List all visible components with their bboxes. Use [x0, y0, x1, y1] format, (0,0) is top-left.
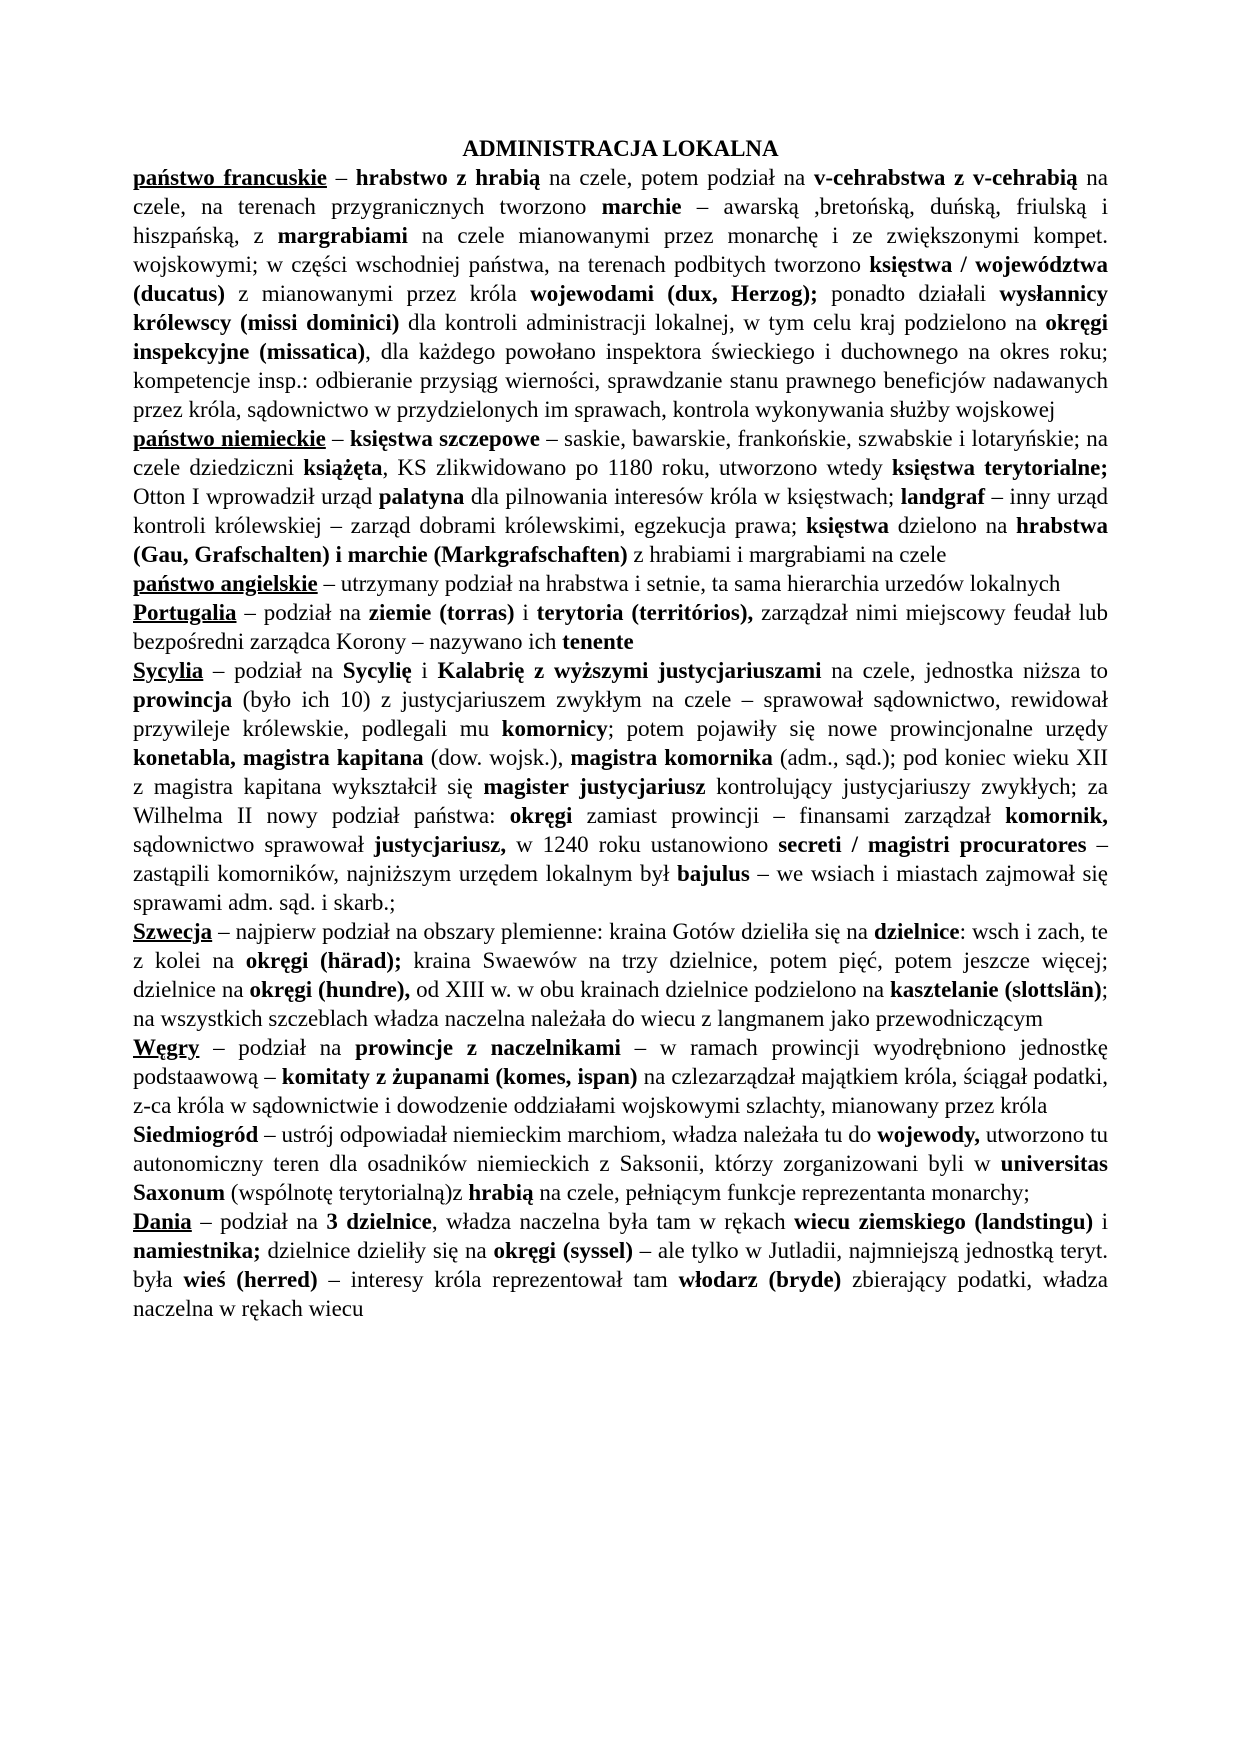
bold-term: magister justycjariusz [483, 774, 706, 799]
document-title: ADMINISTRACJA LOKALNA [462, 136, 779, 161]
text-run: – podział na [236, 600, 369, 625]
bold-term: hrabstwo z hrabią [355, 165, 541, 190]
text-run: – awarską ,bretońską, duńską, friulską i hiszpańską, z [133, 194, 1108, 248]
text-run: dzielono na [889, 513, 1016, 538]
bold-term: wieś (herred) [183, 1267, 318, 1292]
text-run: – ale tylko w Jutladii, najmniejszą jednostką teryt. była [133, 1238, 1108, 1292]
text-run: – ustrój odpowiadał niemieckim marchiom, władza należała tu do [258, 1122, 878, 1147]
bold-term: prowincja [133, 687, 233, 712]
text-run: od XIII w. w obu krainach dzielnice podzielono na [410, 977, 890, 1002]
text-run: kraina Swaewów na trzy dzielnice, potem pięć, potem jeszcze więcej; dzielnice na [133, 948, 1108, 1002]
text-run: – saskie, bawarskie, frankońskie, szwabskie i lotaryńskie; na czele dziedziczni [133, 426, 1109, 480]
text-run: na czele, pełniącym funkcje reprezentanta monarchy; [533, 1180, 1030, 1205]
text-run: ponadto działali [817, 281, 1000, 306]
bold-term: książęta [303, 455, 383, 480]
bold-term: wojewody, [877, 1122, 980, 1147]
text-run: – utrzymany podział na hrabstwa i setnie, ta sama hierarchia urzedów lokalnych [317, 571, 1061, 596]
bold-term: ziemie (torras) [368, 600, 515, 625]
section-heading: Sycylia [133, 658, 204, 683]
section-heading: państwo francuskie [133, 165, 327, 190]
bold-term: prowincje z naczelnikami [355, 1035, 621, 1060]
text-run: Otton I wprowadził urząd [133, 484, 379, 509]
document-content [133, 134, 1108, 1323]
document-paragraphs [133, 163, 1108, 1323]
bold-term: namiestnika; [133, 1238, 261, 1263]
text-run: utworzono tu autonomiczny teren dla osadników niemieckich z Saksonii, którzy zorganizowani byli w [133, 1122, 1108, 1176]
text-run: i [514, 600, 537, 625]
bold-term: universitas Saxonum [133, 1151, 1108, 1205]
bold-term: księstwa szczepowe [349, 426, 541, 451]
bold-term: landgraf [900, 484, 986, 509]
text-run: z hrabiami i margrabiami na czele [627, 542, 947, 567]
section-heading: Dania [133, 1209, 192, 1234]
bold-term: konetabla, magistra kapitana [133, 745, 424, 770]
text-run: – w ramach prowincji wyodrębniono jednostkę podstaawową – [133, 1035, 1109, 1089]
bold-term: wysłannicy królewscy (missi dominici) [133, 281, 1108, 335]
paragraph [133, 163, 1108, 424]
text-run: zamiast prowincji – finansami zarządzał [572, 803, 1006, 828]
text-run: sądownictwo sprawował [133, 832, 374, 857]
bold-term: dzielnice [873, 919, 960, 944]
text-run: – interesy króla reprezentował tam [317, 1267, 679, 1292]
text-run: dla pilnowania interesów króla w księstwach; [464, 484, 901, 509]
bold-term: okręgi (härad); [245, 948, 402, 973]
text-run: zarządzał nimi miejscowy feudał lub bezpośredni zarządca Korony – nazywano ich [133, 600, 1109, 654]
text-run: na czele, na terenach przygranicznych tworzono [133, 165, 1109, 219]
bold-term: palatyna [378, 484, 465, 509]
bold-term: księstwa / województwa (ducatus) [133, 252, 1108, 306]
paragraph [133, 598, 1108, 656]
text-run: (było ich 10) z justycjariuszem zwykłym na czele – sprawował sądownictwo, rewidował przywileje królewskie, podlegali mu [133, 687, 1108, 741]
text-run: kontrolujący justycjariuszy zwykłych; za Wilhelma II nowy podział państwa: [133, 774, 1109, 828]
text-run: (dow. wojsk.), [423, 745, 571, 770]
bold-term: Sycylię [342, 658, 412, 683]
bold-term: terytoria (territórios), [536, 600, 754, 625]
bold-term: okręgi (syssel) [493, 1238, 633, 1263]
bold-term: komornik, [1005, 803, 1108, 828]
bold-term: hrabstwa (Gau, Grafschalten) i marchie (Markgrafschaften) [133, 513, 1108, 567]
text-run: – we wsiach i miastach zajmował się sprawami adm. sąd. i skarb.; [133, 861, 1109, 915]
section-heading: państwo angielskie [133, 571, 318, 596]
text-run: – podział na [203, 658, 343, 683]
text-run: w 1240 roku ustanowiono [506, 832, 779, 857]
text-run: na czele, potem podział na [540, 165, 814, 190]
bold-term: księstwa terytorialne; [891, 455, 1108, 480]
text-run: zbierający podatki, władza naczelna w rękach wiecu [133, 1267, 1108, 1321]
text-run: , władza naczelna była tam w rękach [431, 1209, 794, 1234]
bold-term: secreti / magistri procuratores [778, 832, 1087, 857]
section-heading: Portugalia [133, 600, 237, 625]
text-run: , dla każdego powołano inspektora świeckiego i duchownego na okres roku; kompetencje insp.: odbieranie przysiąg wierności, sprawdzanie stanu prawnego beneficjów nadawanych przez króla, sądownictwo w przydzielonych im sprawach, kontrola wykonywania służby wojskowej [133, 339, 1109, 422]
bold-term: okręgi inspekcyjne (missatica) [133, 310, 1108, 364]
bold-term: Siedmiogród [133, 1122, 259, 1147]
bold-term: bajulus [676, 861, 750, 886]
paragraph [133, 1033, 1108, 1120]
bold-term: księstwa [805, 513, 890, 538]
bold-term: kasztelanie (slottslän) [889, 977, 1102, 1002]
text-run: – [325, 426, 350, 451]
bold-term: margrabiami [277, 223, 408, 248]
text-run: , KS zlikwidowano po 1180 roku, utworzono wtedy [382, 455, 892, 480]
text-run: (wspólnotę terytorialną)z [225, 1180, 469, 1205]
bold-term: okręgi (hundre), [249, 977, 411, 1002]
bold-term: okręgi [509, 803, 573, 828]
text-run: (adm., sąd.); pod koniec wieku XII z magistra kapitana wykształcił się [133, 745, 1108, 799]
bold-term: magistra komornika [570, 745, 773, 770]
text-run: – inny urząd kontroli królewskiej – zarząd dobrami królewskimi, egzekucja prawa; [133, 484, 1109, 538]
bold-term: marchie [601, 194, 682, 219]
text-run: dzielnice dzieliły się na [260, 1238, 494, 1263]
bold-term: komornicy [501, 716, 608, 741]
paragraph [133, 424, 1108, 569]
text-run: na czele, jednostka niższa to [821, 658, 1108, 683]
bold-term: wojewodami (dux, Herzog); [530, 281, 818, 306]
section-heading: państwo niemieckie [133, 426, 326, 451]
text-run: – zastąpili komorników, najniższym urzędem lokalnym był [133, 832, 1108, 886]
text-run: dla kontroli administracji lokalnej, w tym celu kraj podzielono na [399, 310, 1046, 335]
text-run: z mianowanymi przez króla [225, 281, 531, 306]
bold-term: v-cehrabstwa z v-cehrabią [813, 165, 1078, 190]
text-run: : wsch i zach, te z kolei na [133, 919, 1108, 973]
section-heading: Węgry [133, 1035, 200, 1060]
paragraph [133, 1120, 1108, 1207]
bold-term: justycjariusz, [373, 832, 507, 857]
text-run: – [326, 165, 356, 190]
paragraph [133, 1207, 1108, 1323]
section-heading: Szwecja [133, 919, 213, 944]
bold-term: tenente [562, 629, 634, 654]
text-run: ; potem pojawiły się nowe prowincjonalne urzędy [607, 716, 1108, 741]
text-run: – podział na [191, 1209, 327, 1234]
bold-term: włodarz (bryde) [678, 1267, 842, 1292]
paragraph [133, 917, 1108, 1033]
bold-term: 3 dzielnice [326, 1209, 432, 1234]
text-run: ; na wszystkich szczeblach władza naczelna należała do wiecu z langmanem jako przewodniczącym [133, 977, 1108, 1031]
text-run: na czlezarządzał majątkiem króla, ściągał podatki, z-ca króla w sądownictwie i dowodzenie oddziałami wojskowymi szlachty, mianowany przez króla [133, 1064, 1108, 1118]
bold-term: hrabią [468, 1180, 534, 1205]
text-run: – najpierw podział na obszary plemienne: kraina Gotów dzieliła się na [212, 919, 874, 944]
text-run: i [411, 658, 438, 683]
bold-term: Kalabrię z wyższymi justycjariuszami [437, 658, 822, 683]
paragraph [133, 656, 1108, 917]
text-run: na czele mianowanymi przez monarchę i ze zwiększonymi kompet. wojskowymi; w części wschodniej państwa, na terenach podbitych tworzono [133, 223, 1108, 277]
text-run: i [1093, 1209, 1109, 1234]
bold-term: wiecu ziemskiego (landstingu) [794, 1209, 1094, 1234]
paragraph [133, 569, 1108, 598]
text-run: – podział na [199, 1035, 356, 1060]
bold-term: komitaty z żupanami (komes, ispan) [281, 1064, 638, 1089]
